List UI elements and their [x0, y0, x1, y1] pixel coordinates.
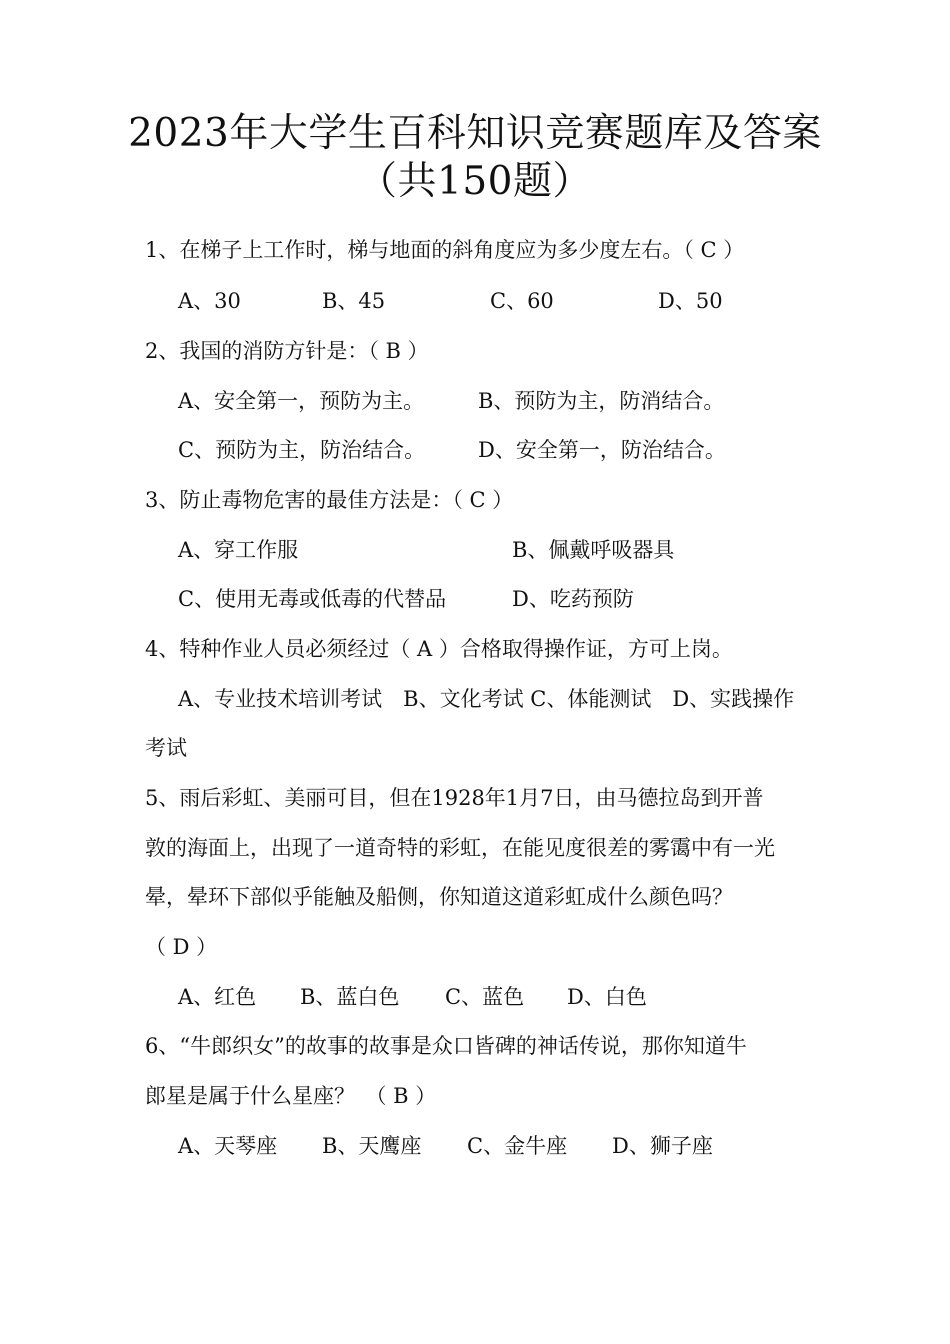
q5-option-a: A、红色 — [178, 985, 257, 1009]
q4-options-wrap: 考试 — [145, 736, 187, 760]
q1-option-d: D、50 — [658, 289, 723, 313]
q5-option-c: C、蓝色 — [445, 985, 525, 1009]
q4-options: A、专业技术培训考试 B、文化考试 C、体能测试 D、实践操作 — [178, 687, 795, 711]
q3-option-d: D、吃药预防 — [512, 587, 634, 611]
q5-option-d: D、白色 — [567, 985, 647, 1009]
q6-option-d: D、狮子座 — [612, 1134, 713, 1158]
question-2: 2、我国的消防方针是：（ B ） — [145, 339, 429, 363]
q2-option-c: C、预防为主，防治结合。 — [178, 438, 426, 462]
q6-option-b: B、天鹰座 — [322, 1134, 422, 1158]
question-6-line-2: 郎星是属于什么星座？ （ B ） — [145, 1084, 437, 1108]
question-5-answer: （ D ） — [145, 935, 218, 959]
question-5-line-2: 敦的海面上，出现了一道奇特的彩虹，在能见度很差的雾霭中有一光 — [145, 836, 775, 860]
q2-option-a: A、安全第一，预防为主。 — [178, 389, 425, 413]
q5-option-b: B、蓝白色 — [300, 985, 400, 1009]
q1-option-c: C、60 — [490, 289, 554, 313]
question-4: 4、特种作业人员必须经过（ A ）合格取得操作证，方可上岗。 — [145, 637, 733, 661]
q3-option-c: C、使用无毒或低毒的代替品 — [178, 587, 447, 611]
q3-option-a: A、穿工作服 — [178, 538, 299, 562]
q6-option-a: A、天琴座 — [178, 1134, 278, 1158]
question-5-line-3: 晕，晕环下部似乎能触及船侧，你知道这道彩虹成什么颜色吗？ — [145, 885, 733, 909]
question-1: 1、在梯子上工作时，梯与地面的斜角度应为多少度左右。（ C ） — [145, 238, 745, 262]
document-title: 2023年大学生百科知识竞赛题库及答案 — [128, 111, 822, 156]
q6-option-c: C、金牛座 — [467, 1134, 568, 1158]
q1-option-a: A、30 — [178, 289, 241, 313]
document-subtitle: （共150题） — [358, 159, 592, 204]
q2-option-b: B、预防为主，防消结合。 — [478, 389, 725, 413]
question-6-line-1: 6、“牛郎织女”的故事的故事是众口皆碑的神话传说，那你知道牛 — [145, 1034, 747, 1058]
question-5-line-1: 5、雨后彩虹、美丽可目，但在1928年1月7日，由马德拉岛到开普 — [145, 786, 764, 810]
q2-option-d: D、安全第一，防治结合。 — [478, 438, 726, 462]
q3-option-b: B、佩戴呼吸器具 — [512, 538, 675, 562]
question-3: 3、防止毒物危害的最佳方法是：（ C ） — [145, 488, 514, 512]
q1-option-b: B、45 — [322, 289, 386, 313]
